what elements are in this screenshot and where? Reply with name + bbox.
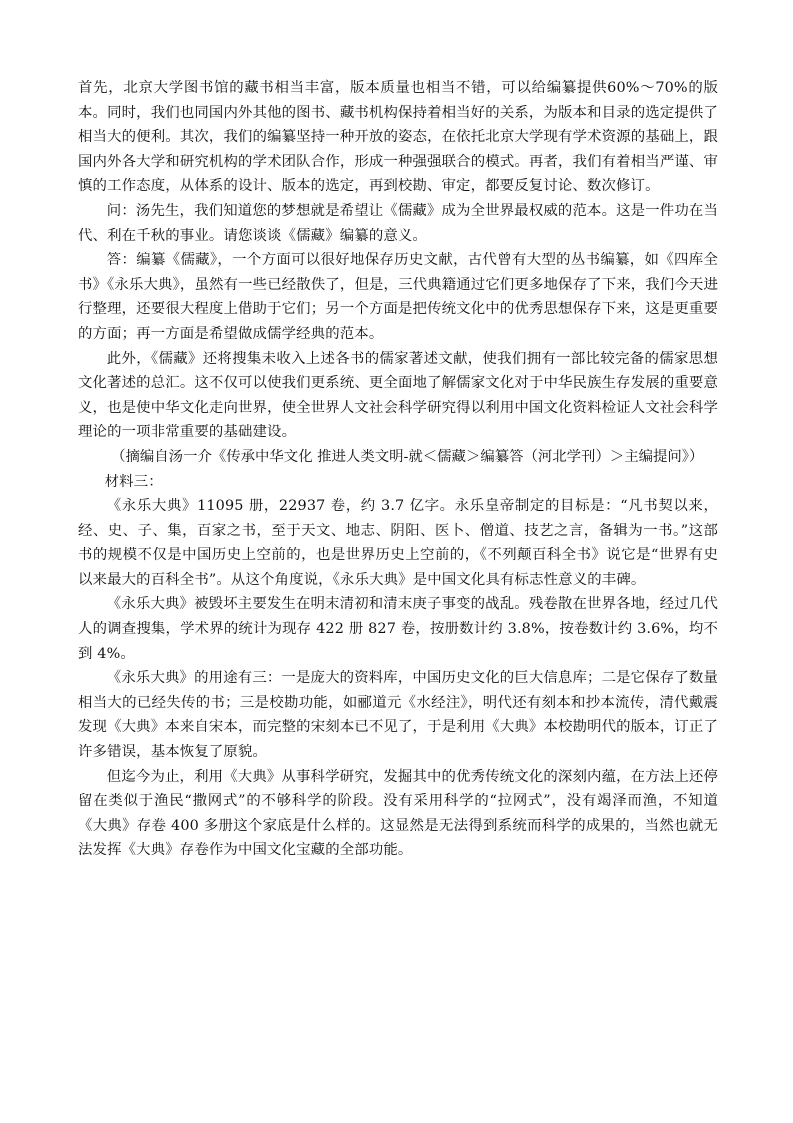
paragraph-yongle-damage: 《永乐大典》被毁坏主要发生在明末清初和清末庚子事变的战乱。残卷散在世界各地，经过几代人的调查搜集，学术界的统计为现存 422 册 827 卷，按册数计约 3.8%，按卷数计约 3.6%，均不到 4%。 — [78, 596, 718, 662]
paragraph-ruzang-significance: 此外，《儒藏》还将搜集未收入上述各书的儒家著述文献，使我们拥有一部比较完备的儒家思想文化著述的总汇。这不仅可以使我们更系统、更全面地了解儒家文化对于中华民族生存发展的重要意义，也是使中华文化走向世界，使全世界人文社会科学研究得以利用中国文化资料检证人文社会科学理论的一项非常重要的基础建设。 — [78, 350, 718, 441]
paragraph-interview-answer: 答：编纂《儒藏》，一个方面可以很好地保存历史文献，古代曾有大型的丛书编纂，如《四库全书》《永乐大典》，虽然有一些已经散佚了，但是，三代典籍通过它们更多地保存了下来，我们今天进行整理，还要很大程度上借助于它们；另一个方面是把传统文化中的优秀思想保存下来，这是更重要的方面；再一方面是希望做成儒学经典的范本。 — [78, 252, 718, 342]
paragraph-yongle-uses: 《永乐大典》的用途有三：一是庞大的资料库，中国历史文化的巨大信息库；二是它保存了数量相当大的已经失传的书；三是校勘功能，如郦道元《水经注》，明代还有刻本和抄本流传，清代戴震发现《大典》本来自宋本，而完整的宋刻本已不见了，于是利用《大典》本校勘明代的版本，订正了许多错误，基本恢复了原貌。 — [78, 670, 718, 761]
material-three-heading: 材料三： — [104, 473, 163, 490]
paragraph-yongle-scale: 《永乐大典》11095 册，22937 卷，约 3.7 亿字。永乐皇帝制定的目标是：“凡书契以来，经、史、子、集，百家之书，至于天文、地志、阴阳、医卜、僧道、技艺之言，备辑为一书。”这部书的规模不仅是中国历史上空前的，也是世界历史上空前的，《不列颠百科全书》说它是“世界有史以来最大的百科全书”。从这个角度说，《永乐大典》是中国文化具有标志性意义的丰碑。 — [78, 498, 718, 588]
document-page — [78, 76, 718, 863]
paragraph-research-method: 但迄今为止，利用《大典》从事科学研究，发掘其中的优秀传统文化的深刻内蕴，在方法上还停留在类似于渔民“撒网式”的不够科学的阶段。没有采用科学的“拉网式”，没有竭泽而渔，不知道《大典》存卷 400 多册这个家底是什么样的。这显然是无法得到系统而科学的成果的，当然也就无法发挥《大典》存卷作为中国文化宝藏的全部功能。 — [78, 768, 718, 859]
source-citation: （摘编自汤一介《传承中华文化 推进人类文明-就＜儒藏＞编纂答（河北学刊）＞主编提问》） — [111, 448, 704, 465]
paragraph-interview-question: 问：汤先生，我们知道您的梦想就是希望让《儒藏》成为全世界最权威的范本。这是一件功在当代、利在千秋的事业。请您谈谈《儒藏》编纂的意义。 — [78, 202, 718, 244]
paragraph-editing-advantages: 首先，北京大学图书馆的藏书相当丰富，版本质量也相当不错，可以给编纂提供60%～70%的版本。同时，我们也同国内外其他的图书、藏书机构保持着相当好的关系，为版本和目录的选定提供了相当大的便利。其次，我们的编纂坚持一种开放的姿态，在依托北京大学现有学术资源的基础上，跟国内外各大学和研究机构的学术团队合作，形成一种强强联合的模式。再者，我们有着相当严谨、审慎的工作态度，从体系的设计、版本的选定，再到校勘、审定，都要反复讨论、数次修订。 — [78, 80, 718, 195]
